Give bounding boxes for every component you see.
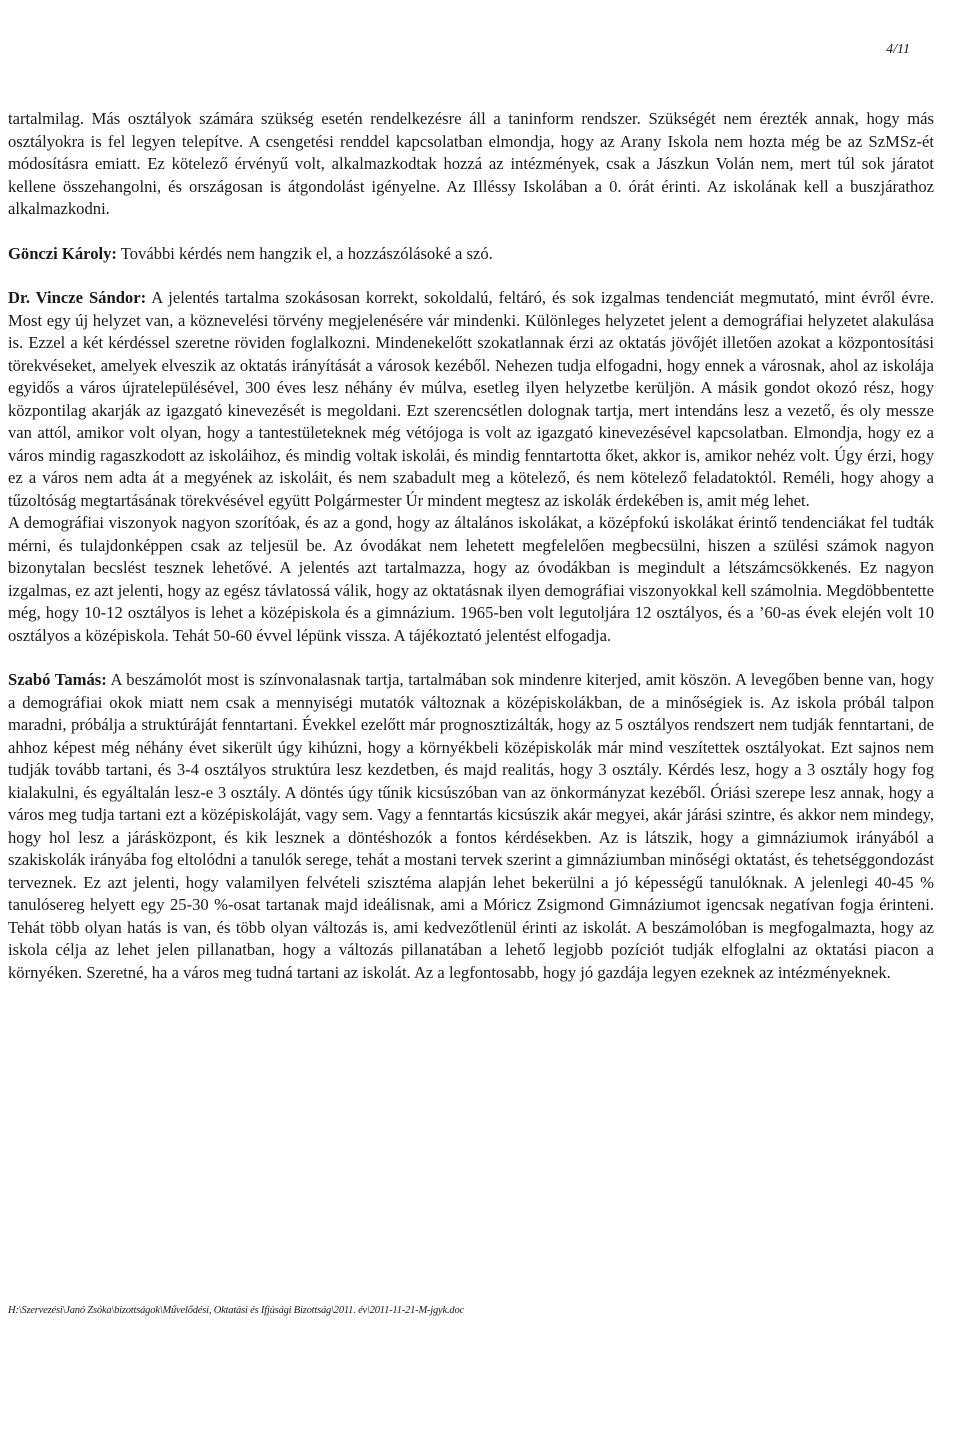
paragraph [8, 512, 934, 647]
paragraph-text: További kérdés nem hangzik el, a hozzászólásoké a szó. [116, 243, 493, 263]
paragraph-text: tartalmilag. Más osztályok számára szükség esetén rendelkezésre áll a taninform rendszer. Szükségét nem érezték annak, hogy más osztályokra is fel legyen telepítve. A csengetési renddel kapcsolatban elmondja, hogy az Arany Iskola nem hozta még be az SzMSz-ét módosításra emiatt. Ez kötelező érvényű volt, alkalmazkodtak hozzá az intézmények, csak a Jászkun Volán nem, mert túl sok járatot kellene összehangolni, és országosan is átgondolást igényelne. Az Illéssy Iskolában a 0. órát érinti. Az iskolának kell a buszjárathoz alkalmazkodni. [8, 109, 934, 218]
paragraph-text: A beszámolót most is színvonalasnak tartja, tartalmában sok mindenre kiterjed, amit köszön. A levegőben benne van, hogy a demográfiai okok miatt nem csak a mennyiségi mutatók változnak a középiskolákban, de a minőségiek is. Az iskola próbál talpon maradni, próbálja a struktúráját fenntartani. Évekkel ezelőtt már prognosztizálták, hogy az 5 osztályos rendszert nem tudják fenntartani, de ahhoz képest még néhány évet sikerült úgy kihúzni, hogy a környékbeli középiskolák már mind veszítettek osztályokat. Ezt sajnos nem tudják tovább tartani, és 3-4 osztályos struktúra lesz kezdetben, és majd realitás, hogy 3 osztály. Kérdés lesz, hogy a 3 osztály hogy fog kialakulni, és egyáltalán lesz-e 3 osztály. A döntés úgy tűnik kicsúszóban van az önkormányzat kezéből. Óriási szerepe lesz annak, hogy a város meg tudja tartani ezt a középiskoláját, vagy sem. Vagy a fenntartás kicsúszik akár megyei, akár járási szintre, és akkor nem mindegy, hogy hol lesz a járásközpont, és kik lesznek a döntéshozók a fontos kérdésekben. Az is látszik, hogy a gimnáziumok irányából a szakiskolák irányába fog eltolódni a tanulók serege, tehát a mostani tervek szerint a gimnáziumban minőségi oktatást, és tehetséggondozást terveznek. Ez azt jelenti, hogy valamilyen felvételi szisztéma alapján lehet bekerülni a jó képességű tanulóknak. A jelenlegi 40-45 % tanulósereg helyett egy 25-30 %-osat tartanak majd ideálisnak, ami a Móricz Zsigmond Gimnáziumot igencsak negatívan fogja érinteni. Tehát több olyan hatás is van, és több olyan változás is, ami kedvezőtlenül érinti az iskolát. A beszámolóban is megfogalmazta, hogy az iskola célja az lehet jelen pillanatban, hogy a változás pillanatában a lehető legjobb pozíciót tudják elfoglalni az oktatási piacon a környéken. Szeretné, ha a város meg tudná tartani az iskolát. Az a legfontosabb, hogy jó gazdája legyen ezeknek az intézményeknek. [8, 670, 934, 982]
speaker-name: Dr. Vincze Sándor: [8, 288, 147, 307]
page-number: 4/11 [886, 42, 910, 57]
paragraph-text: A demográfiai viszonyok nagyon szorítóak, és az a gond, hogy az általános iskolákat, a középfokú iskolákat érintő tendenciákat fel tudták mérni, és tulajdonképpen csak az teljesül be. Az óvodákat nem lehetett megfelelően megbecsülni, hiszen a szülési számok nagyon bizonytalan becslést tesznek lehetővé. A jelentés azt tartalmazza, hogy az óvodákban is megindult a létszámcsökkenés. Ez nagyon izgalmas, ez azt jelenti, hogy az egész távlatossá válik, hogy az oktatásnak ilyen demográfiai viszonyokkal kell számolnia. Megdöbbentette még, hogy 10-12 osztályos is lehet a középiskola és a gimnázium. 1965-ben volt legutoljára 12 osztályos, és a ’60-as évek elején volt 10 osztályos a középiskola. Tehát 50-60 évvel lépünk vissza. A tájékoztató jelentést elfogadja. [8, 513, 934, 645]
paragraph-text: A jelentés tartalma szokásosan korrekt, sokoldalú, feltáró, és sok izgalmas tendenciát megmutató, mint évről évre. Most egy új helyzet van, a köznevelési törvény megjelenésére vár mindenki. Különleges helyzetet jelent a demográfiai helyzetet alakulása is. Ezzel a két kérdéssel szeretne röviden foglalkozni. Mindenekelőtt szokatlannak érzi az oktatás jövőjét illetően azokat a központosítási törekvéseket, amelyek elveszik az oktatás irányítását a városok kezéből. Nehezen tudja elfogadni, hogy ennek a városnak, ahol az iskolája egyidős a város újratelepülésével, 300 éves lesz néhány év múlva, esetleg ilyen helyzetbe kerüljön. A másik gondot okozó rész, hogy központilag akarják az igazgató kinevezését is megoldani. Ezt szerencsétlen dolognak tartja, mert intendáns lesz a vezető, és oly messze van attól, amikor volt olyan, hogy a tantestületeknek még vétójoga is volt az igazgató kinevezésével kapcsolatban. Elmondja, hogy ez a város mindig ragaszkodott az iskoláihoz, és mindig voltak iskolái, és mindig fenntartotta őket, akkor is, amikor nehéz volt. Úgy érzi, hogy ez a város nem adta át a megyének az iskoláit, és nem szabadult meg a kötelező, és nem kötelező feladatoktól. Reméli, hogy ahogy a tűzoltóság megtartásának törekvésével együtt Polgármester Úr mindent megtesz az iskolák érdekében is, amit még lehet. [8, 288, 934, 510]
paragraph [8, 287, 934, 512]
footer-file-path: H:\Szervezési\Janó Zsóka\bizottságok\Művelődési, Oktatási és Ifjúsági Bizottság\2011. év\2011-11-21-M-jgyk.doc [8, 1305, 464, 1316]
paragraph [8, 243, 934, 266]
speaker-name: Gönczi Károly: [8, 243, 117, 263]
document-body [8, 108, 934, 984]
paragraph [8, 108, 934, 221]
paragraph [8, 669, 934, 984]
speaker-name: Szabó Tamás: [8, 670, 107, 689]
